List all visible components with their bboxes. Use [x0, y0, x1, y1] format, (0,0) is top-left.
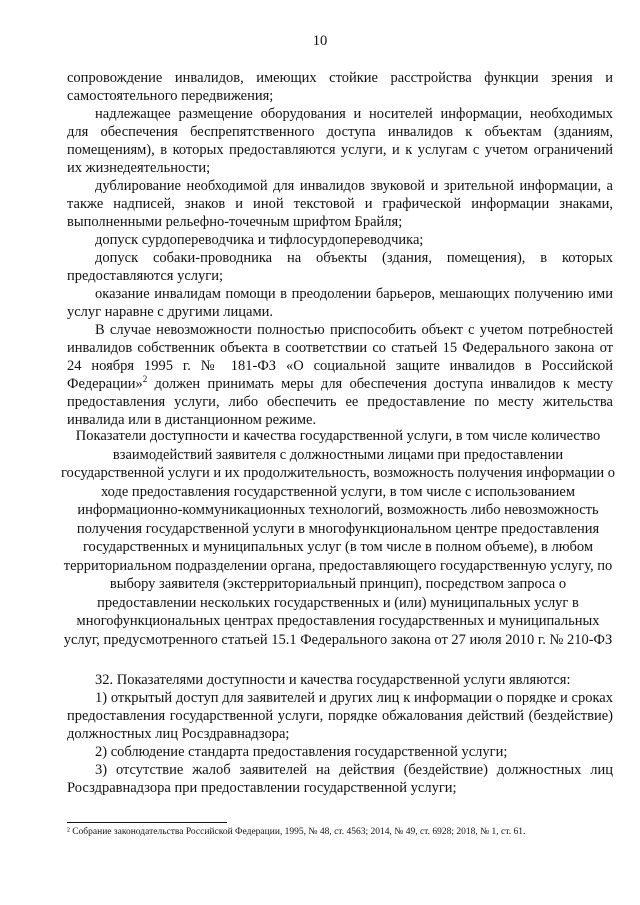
paragraph: допуск собаки-проводника на объекты (здания, помещения), в которых предоставляются услуги;	[67, 250, 613, 284]
paragraph: оказание инвалидам помощи в преодолении барьеров, мешающих получению ими услуг наравне с другими лицами.	[67, 286, 613, 320]
paragraph: 1) открытый доступ для заявителей и других лиц к информации о порядке и сроках предоставления государственной услуги, порядке обжалования действий (бездействие) должностных лиц Росздравнадзора;	[67, 690, 613, 742]
paragraph: 3) отсутствие жалоб заявителей на действия (бездействие) должностных лиц Росздравнадзора при предоставлении государственной услуги;	[67, 762, 613, 796]
footnote-divider	[67, 822, 227, 823]
footnote: ² Собрание законодательства Российской Федерации, 1995, № 48, ст. 4563; 2014, № 49, ст. 6928; 2018, № 1, ст. 61.	[67, 827, 526, 837]
paragraph: 32. Показателями доступности и качества государственной услуги являются:	[95, 672, 571, 688]
accessibility-measures-block	[67, 69, 613, 429]
paragraph: надлежащее размещение оборудования и носителей информации, необходимых для обеспечения беспрепятственного доступа инвалидов к объектам (зданиям, помещениям), в которых предоставляются услуги, и к услугам с учетом ограничений их жизнедеятельности;	[67, 106, 613, 176]
footnote-mark: 2	[142, 374, 148, 385]
section-heading: Показатели доступности и качества государственной услуги, в том числе количество взаимодействий заявителя с должностными лицами при предоставлении государственной услуги и их продолжительность, возможность получения информации о ходе предоставления государственной услуги, в том числе с использованием информационно-коммуникационных технологий, возможность либо невозможность получения государственной услуги в многофункциональном центре предоставления государственных и муниципальных услуг (в том числе в полном объеме), в любом территориальном подразделении органа, предоставляющего государственную услугу, по выбору заявителя (экстерриториальный принцип), посредством запроса о предоставлении нескольких государственных и (или) муниципальных услуг в многофункциональных центрах предоставления государственных и муниципальных услуг, предусмотренного статьей 15.1 Федерального закона от 27 июля 2010 г. № 210-ФЗ	[60, 428, 616, 648]
paragraph-text: должен принимать меры для обеспечения доступа инвалидов к месту предоставления услуги, либо обеспечить ее предоставление по месту жительства инвалида или в дистанционном режиме.	[67, 376, 613, 428]
page-number: 10	[312, 33, 328, 49]
indicators-block	[67, 671, 613, 797]
paragraph: сопровождение инвалидов, имеющих стойкие расстройства функции зрения и самостоятельного передвижения;	[67, 70, 613, 104]
paragraph-federal-law	[67, 321, 613, 429]
paragraph-text: В случае невозможности полностью приспособить объект с учетом потребностей инвалидов собственник объекта в соответствии со статьей 15 Федерального закона от 24 ноября 1995 г. № 181-ФЗ «О социальной защите инвалидов в Российской Федерации»	[67, 322, 613, 392]
paragraph: допуск сурдопереводчика и тифлосурдопереводчика;	[95, 232, 424, 248]
paragraph: дублирование необходимой для инвалидов звуковой и зрительной информации, а также надписей, знаков и иной текстовой и графической информации знаками, выполненными рельефно-точечным шрифтом Брайля;	[67, 178, 613, 230]
paragraph: 2) соблюдение стандарта предоставления государственной услуги;	[95, 744, 508, 760]
